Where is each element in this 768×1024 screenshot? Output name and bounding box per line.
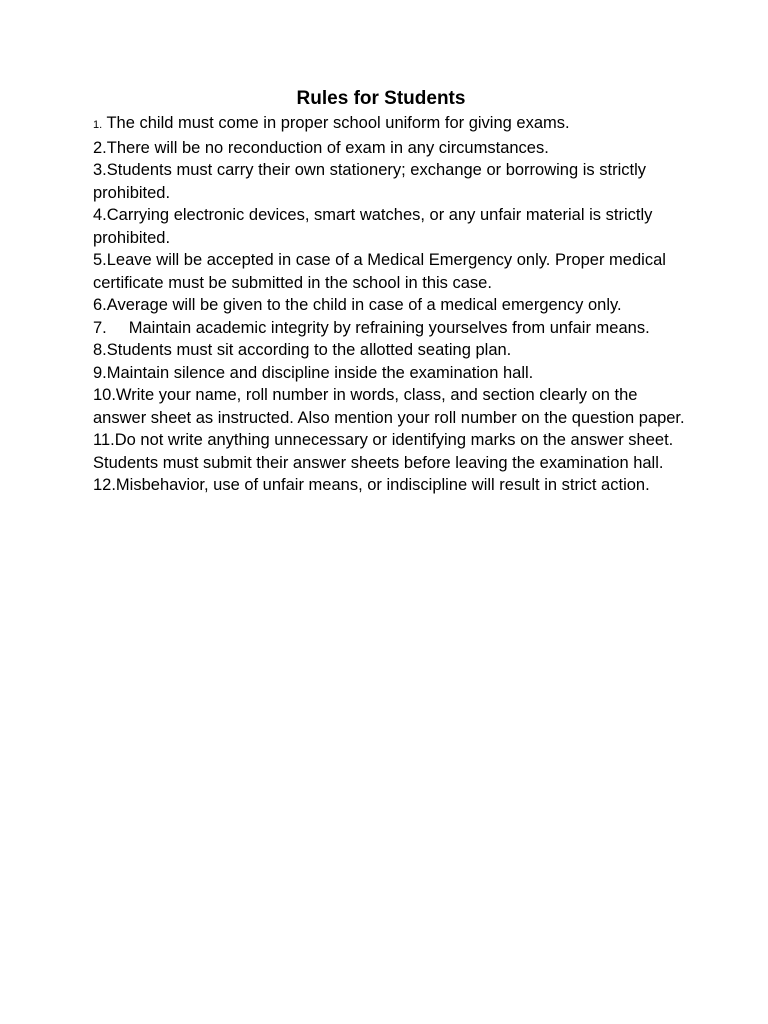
rule-3: 3.Students must carry their own stationery; exchange or borrowing is strictly prohibited. [93, 161, 646, 202]
page-title: Rules for Students [296, 88, 466, 109]
rule-5: 5.Leave will be accepted in case of a Medical Emergency only. Proper medical certificate must be submitted in the school in this case. [93, 251, 666, 292]
rule-10: 10.Write your name, roll number in words, class, and section clearly on the answer sheet as instructed. Also mention your roll number on the question paper. [93, 386, 685, 427]
rule-1-text: The child must come in proper school uniform for giving exams. [102, 114, 570, 132]
rules-list [93, 112, 693, 497]
rule-2: 2.There will be no reconduction of exam in any circumstances. [93, 138, 549, 157]
rule-9: 9.Maintain silence and discipline inside the examination hall. [93, 363, 534, 382]
rule-4: 4.Carrying electronic devices, smart watches, or any unfair material is strictly prohibited. [93, 206, 653, 247]
rule-6: 6.Average will be given to the child in case of a medical emergency only. [93, 296, 622, 314]
rule-12: 12.Misbehavior, use of unfair means, or indiscipline will result in strict action. [93, 476, 650, 494]
rule-7-text: Maintain academic integrity by refraining yourselves from unfair means. [128, 318, 650, 337]
rule-submit-sheets: Students must submit their answer sheets before leaving the examination hall. [93, 453, 664, 472]
rule-7 [93, 317, 693, 340]
rule-1 [93, 112, 693, 137]
rule-8: 8.Students must sit according to the allotted seating plan. [93, 341, 512, 359]
rule-1-number: 1. [93, 119, 103, 131]
rule-7-number: 7. [93, 318, 107, 337]
rule-11: 11.Do not write anything unnecessary or identifying marks on the answer sheet. [93, 431, 674, 449]
